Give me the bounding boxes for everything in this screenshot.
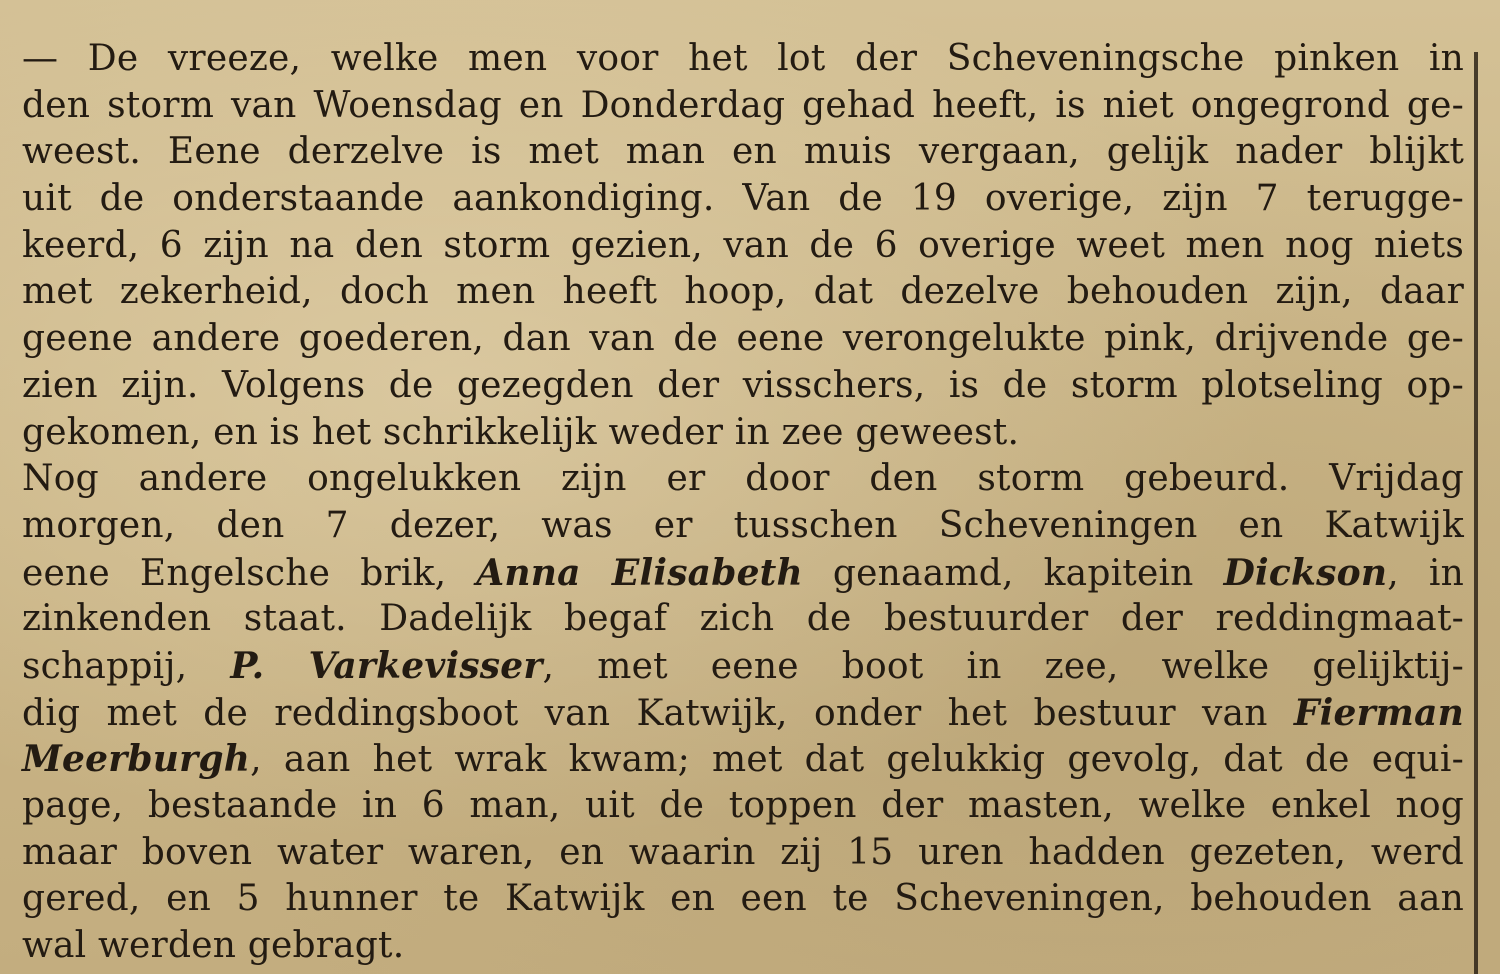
text-segment: zinkenden staat. Dadelijk begaf zich de bestuurder der reddingmaat- bbox=[22, 598, 1464, 640]
text-segment: keerd, 6 zijn na den storm gezien, van de 6 overige weet men nog niets bbox=[22, 224, 1464, 266]
text-segment: eene Engelsche brik, bbox=[22, 552, 477, 594]
text-segment: page, bestaande in 6 man, uit de toppen der masten, welke enkel nog bbox=[22, 785, 1464, 826]
column-rule bbox=[1474, 52, 1478, 974]
article-line bbox=[22, 503, 1464, 550]
text-segment: wal werden gebragt. bbox=[22, 925, 405, 967]
text-segment: gekomen, en is het schrikkelijk weder in zee geweest. bbox=[22, 411, 1020, 453]
person-or-ship-name: Meerburgh bbox=[22, 738, 251, 781]
article-line bbox=[22, 410, 1464, 457]
text-segment: geene andere goederen, dan van de eene verongelukte pink, drijvende ge- bbox=[22, 318, 1464, 360]
news-article bbox=[22, 36, 1464, 970]
article-line bbox=[22, 923, 1464, 970]
article-line bbox=[22, 36, 1464, 83]
text-segment: gered, en 5 hunner te Katwijk en een te Scheveningen, behouden aan bbox=[22, 878, 1464, 920]
article-line bbox=[22, 596, 1464, 643]
article-line bbox=[22, 643, 1464, 690]
person-or-ship-name: Anna Elisabeth bbox=[476, 551, 803, 594]
article-line bbox=[22, 316, 1464, 363]
article-line bbox=[22, 223, 1464, 270]
article-line bbox=[22, 690, 1464, 737]
article-line bbox=[22, 129, 1464, 176]
person-or-ship-name: P. Varkevisser bbox=[230, 644, 543, 687]
article-line bbox=[22, 176, 1464, 223]
text-segment: schappij, bbox=[22, 645, 231, 687]
article-line bbox=[22, 550, 1464, 597]
article-line bbox=[22, 363, 1464, 410]
article-line bbox=[22, 736, 1464, 783]
text-segment: maar boven water waren, en waarin zij 15 uren hadden gezeten, werd bbox=[22, 831, 1464, 873]
article-line bbox=[22, 783, 1464, 830]
text-segment: , met eene boot in zee, welke gelijktij- bbox=[542, 645, 1465, 687]
text-segment: , in bbox=[1387, 552, 1464, 594]
article-line bbox=[22, 456, 1464, 503]
text-segment: uit de onderstaande aankondiging. Van de 19 overige, zijn 7 terugge- bbox=[22, 178, 1464, 220]
text-segment: morgen, den 7 dezer, was er tusschen Scheveningen en Katwijk bbox=[22, 504, 1464, 546]
text-segment: — De vreeze, welke men voor het lot der Scheveningsche pinken in bbox=[22, 38, 1464, 79]
text-segment: genaamd, kapitein bbox=[802, 552, 1224, 594]
text-segment: met zekerheid, doch men heeft hoop, dat dezelve behouden zijn, daar bbox=[22, 271, 1464, 313]
article-line bbox=[22, 830, 1464, 877]
text-segment: dig met de reddingsboot van Katwijk, onder het bestuur van bbox=[22, 692, 1294, 734]
article-line bbox=[22, 269, 1464, 316]
article-line bbox=[22, 876, 1464, 923]
article-line bbox=[22, 83, 1464, 130]
text-segment: zien zijn. Volgens de gezegden der visschers, is de storm plotseling op- bbox=[22, 364, 1464, 406]
text-segment: den storm van Woensdag en Donderdag gehad heeft, is niet ongegrond ge- bbox=[22, 84, 1464, 126]
person-or-ship-name: Dickson bbox=[1223, 551, 1388, 594]
person-or-ship-name: Fierman bbox=[1293, 691, 1464, 734]
text-segment: weest. Eene derzelve is met man en muis vergaan, gelijk nader blijkt bbox=[22, 131, 1464, 173]
text-segment: , aan het wrak kwam; met dat gelukkig gevolg, dat de equi- bbox=[250, 739, 1464, 781]
text-segment: Nog andere ongelukken zijn er door den storm gebeurd. Vrijdag bbox=[22, 458, 1464, 500]
